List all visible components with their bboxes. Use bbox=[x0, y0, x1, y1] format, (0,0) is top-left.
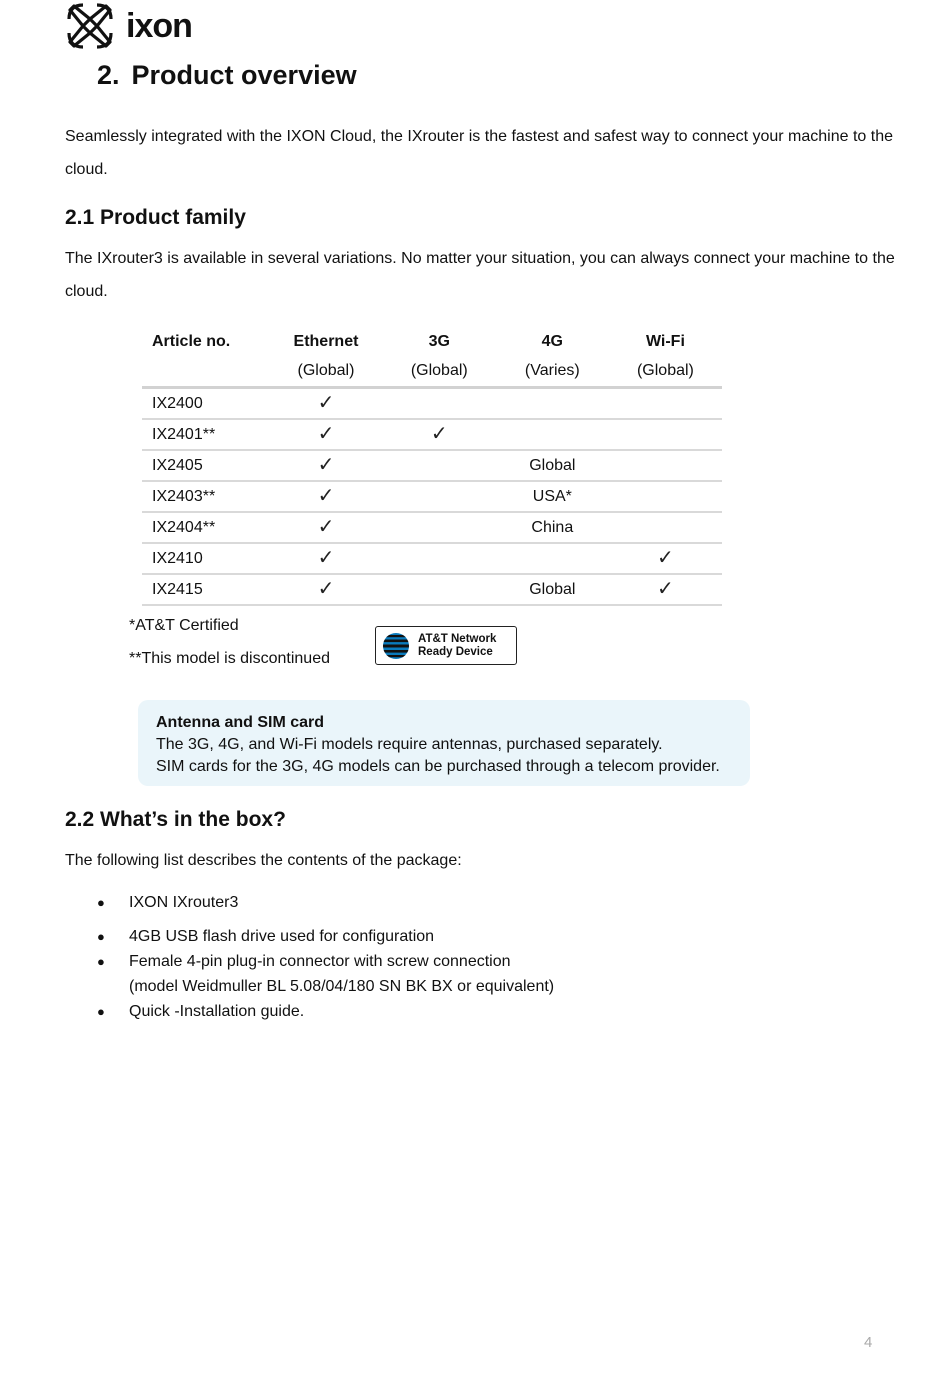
section-intro: Seamlessly integrated with the IXON Cloud, the IXrouter is the fastest and safest way to connect your machine to the cloud. bbox=[65, 128, 893, 178]
table-body bbox=[142, 388, 722, 606]
family-heading: 2.1 Product family bbox=[65, 206, 246, 229]
list-item: ● 4GB USB flash drive used for configuration bbox=[97, 924, 554, 949]
table-row bbox=[142, 574, 722, 605]
article-cell: IX2405 bbox=[142, 450, 269, 481]
article-cell: IX2403** bbox=[142, 481, 269, 512]
checkmark-icon: ✓ bbox=[317, 485, 335, 507]
table-row bbox=[142, 388, 722, 420]
wifi-cell bbox=[609, 574, 722, 605]
4g-cell bbox=[496, 419, 609, 450]
col-header-wifi: Wi-Fi bbox=[645, 333, 685, 350]
4g-cell bbox=[496, 388, 609, 420]
wifi-cell bbox=[609, 450, 722, 481]
family-intro: The IXrouter3 is available in several variations. No matter your situation, you can always connect your machine to the cloud. bbox=[65, 250, 895, 300]
col-sub-ethernet: (Global) bbox=[269, 356, 383, 388]
3g-cell bbox=[383, 512, 496, 543]
4g-cell: China bbox=[496, 512, 609, 543]
box-heading: 2.2 What’s in the box? bbox=[65, 808, 286, 831]
box-contents-list bbox=[97, 890, 554, 1024]
wifi-cell bbox=[609, 388, 722, 420]
table-row bbox=[142, 543, 722, 574]
col-header-4g: 4G bbox=[541, 333, 563, 350]
table-subheader-row bbox=[142, 356, 722, 388]
article-cell: IX2410 bbox=[142, 543, 269, 574]
att-badge bbox=[375, 626, 517, 665]
article-cell: IX2404** bbox=[142, 512, 269, 543]
att-badge-line1: AT&T Network bbox=[418, 632, 497, 645]
article-cell: IX2400 bbox=[142, 388, 269, 420]
col-header-3g: 3G bbox=[428, 333, 450, 350]
wifi-cell bbox=[609, 419, 722, 450]
antenna-sim-note bbox=[138, 700, 750, 786]
3g-cell bbox=[383, 419, 496, 450]
ixon-logo bbox=[66, 2, 192, 50]
checkmark-icon: ✓ bbox=[317, 547, 335, 569]
ethernet-cell bbox=[269, 481, 383, 512]
att-globe-icon bbox=[382, 632, 410, 660]
note-line-2: SIM cards for the 3G, 4G models can be purchased through a telecom provider. bbox=[156, 758, 720, 775]
wifi-cell bbox=[609, 543, 722, 574]
3g-cell bbox=[383, 543, 496, 574]
list-item-text: Female 4-pin plug-in connector with screw connection bbox=[129, 953, 511, 970]
ethernet-cell bbox=[269, 543, 383, 574]
list-item bbox=[97, 949, 554, 999]
footnote-discontinued: **This model is discontinued bbox=[129, 650, 330, 667]
article-cell: IX2401** bbox=[142, 419, 269, 450]
4g-cell: Global bbox=[496, 574, 609, 605]
footnote-att: *AT&T Certified bbox=[129, 617, 239, 634]
col-sub-4g: (Varies) bbox=[496, 356, 609, 388]
page-number: 4 bbox=[864, 1334, 873, 1351]
list-item: ● Quick -Installation guide. bbox=[97, 999, 554, 1024]
3g-cell bbox=[383, 388, 496, 420]
4g-cell bbox=[496, 543, 609, 574]
table-row bbox=[142, 419, 722, 450]
section-title bbox=[97, 60, 357, 91]
col-header-article: Article no. bbox=[152, 333, 231, 350]
col-sub-article bbox=[142, 356, 269, 388]
logo-wordmark: ixon bbox=[126, 7, 192, 45]
article-cell: IX2415 bbox=[142, 574, 269, 605]
col-sub-3g: (Global) bbox=[383, 356, 496, 388]
3g-cell bbox=[383, 481, 496, 512]
note-title: Antenna and SIM card bbox=[156, 714, 325, 731]
product-family-table bbox=[142, 328, 722, 606]
table-row bbox=[142, 481, 722, 512]
checkmark-icon: ✓ bbox=[317, 516, 335, 538]
section-number: 2. bbox=[97, 60, 120, 90]
ethernet-cell bbox=[269, 512, 383, 543]
wifi-cell bbox=[609, 512, 722, 543]
ethernet-cell bbox=[269, 388, 383, 420]
4g-cell: Global bbox=[496, 450, 609, 481]
box-intro: The following list describes the contents of the package: bbox=[65, 852, 462, 869]
att-badge-text bbox=[418, 633, 496, 659]
ethernet-cell bbox=[269, 450, 383, 481]
section-title-text: Product overview bbox=[131, 60, 357, 90]
checkmark-icon: ✓ bbox=[317, 578, 335, 600]
checkmark-icon: ✓ bbox=[657, 547, 674, 569]
table-header-row bbox=[142, 328, 722, 356]
list-item: ● IXON IXrouter3 bbox=[97, 890, 554, 915]
table-row bbox=[142, 512, 722, 543]
wifi-cell bbox=[609, 481, 722, 512]
checkmark-icon: ✓ bbox=[317, 454, 335, 476]
checkmark-icon: ✓ bbox=[317, 392, 335, 414]
checkmark-icon: ✓ bbox=[657, 578, 674, 600]
checkmark-icon: ✓ bbox=[430, 423, 448, 445]
att-badge-line2: Ready Device bbox=[418, 645, 493, 658]
ethernet-cell bbox=[269, 419, 383, 450]
col-sub-wifi: (Global) bbox=[609, 356, 722, 388]
list-item-subtext: (model Weidmuller BL 5.08/04/180 SN BK BX or equivalent) bbox=[129, 978, 555, 995]
ixon-logo-icon bbox=[66, 2, 114, 50]
3g-cell bbox=[383, 450, 496, 481]
4g-cell: USA* bbox=[496, 481, 609, 512]
checkmark-icon: ✓ bbox=[317, 423, 335, 445]
col-header-ethernet: Ethernet bbox=[293, 333, 359, 350]
3g-cell bbox=[383, 574, 496, 605]
ethernet-cell bbox=[269, 574, 383, 605]
note-line-1: The 3G, 4G, and Wi-Fi models require antennas, purchased separately. bbox=[156, 736, 663, 753]
table-row bbox=[142, 450, 722, 481]
